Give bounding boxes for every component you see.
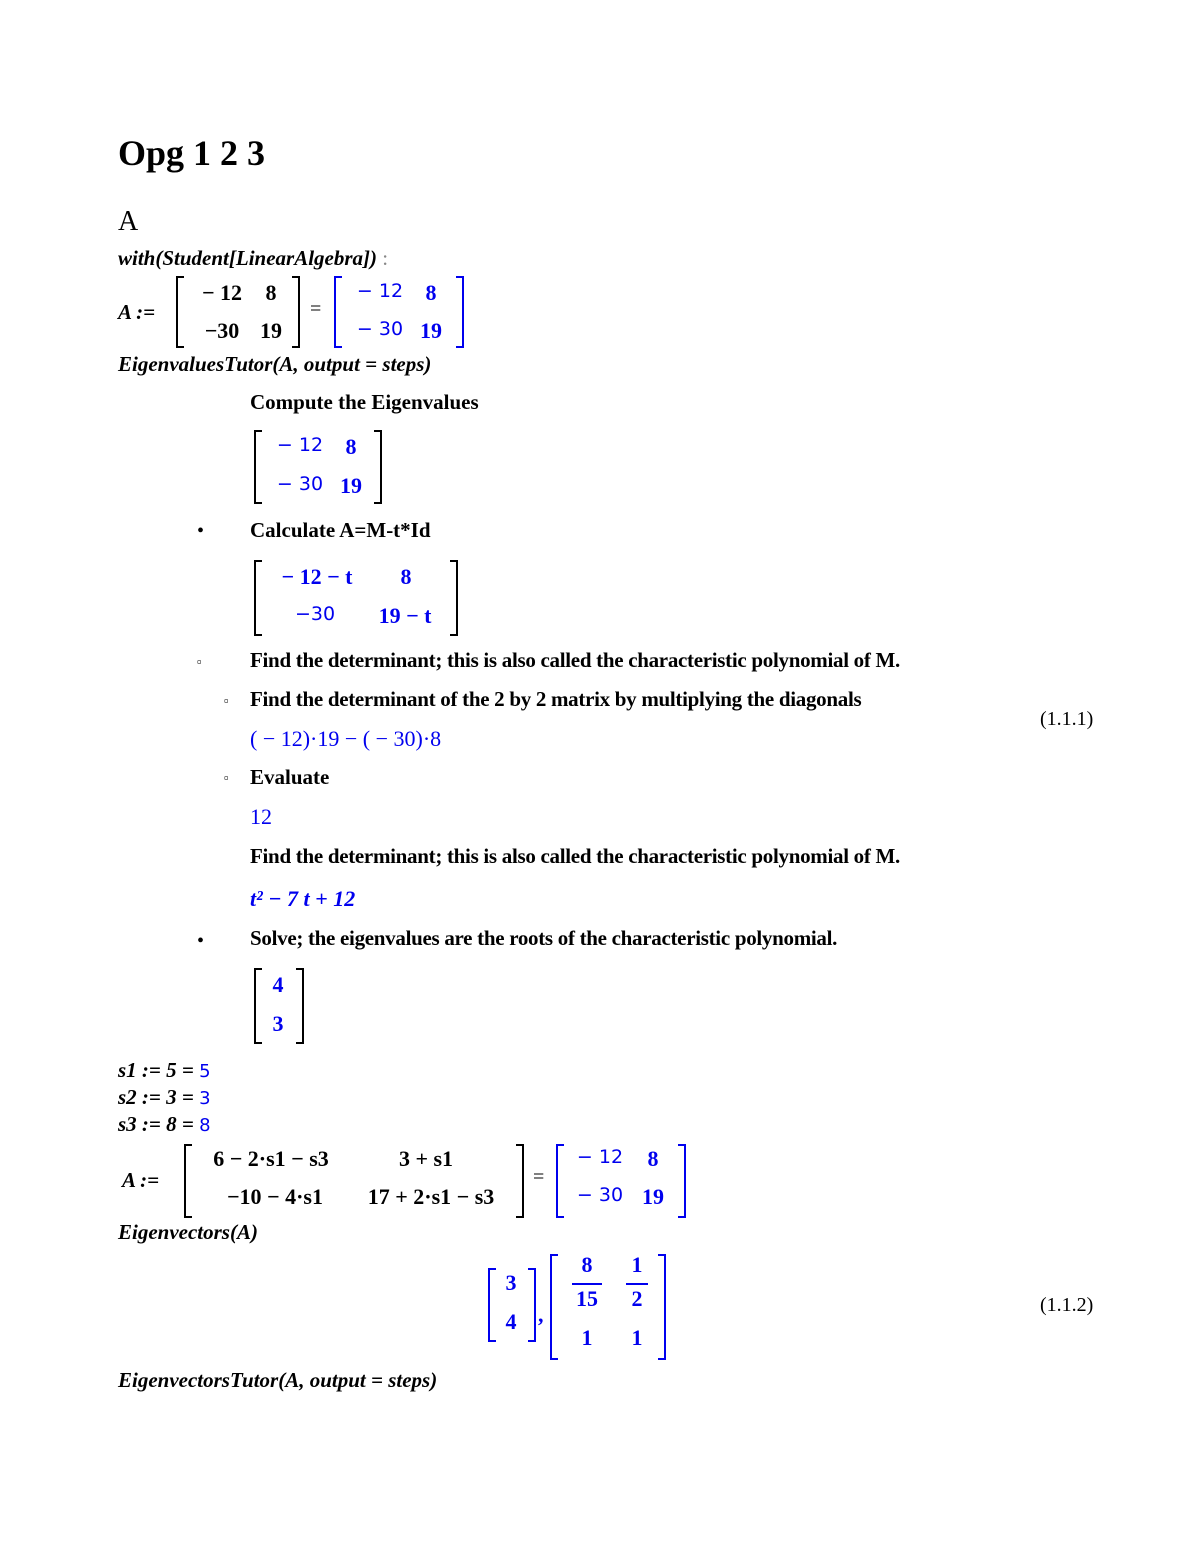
matrix-cell: −10 − 4·s1: [227, 1184, 323, 1209]
bracket-right: [678, 1144, 686, 1218]
bullet-icon: ▫: [224, 770, 229, 785]
step-title: Solve; the eigenvalues are the roots of the characteristic polynomial.: [250, 926, 838, 950]
with-command-suffix: :: [382, 246, 389, 270]
bracket-left: [184, 1144, 192, 1218]
comma: ,: [538, 1302, 544, 1327]
eigenvalues-tutor-command[interactable]: EigenvaluesTutor(A, output = steps): [118, 352, 432, 376]
matrix-cell: 4: [505, 1309, 517, 1334]
with-command[interactable]: [118, 246, 388, 271]
matrix-cell: 8: [265, 280, 277, 305]
bracket-left: [176, 276, 184, 348]
matrix-cell: 8: [400, 564, 412, 589]
matrix-cell: − 30: [276, 473, 324, 495]
equals-sign: =: [533, 1166, 545, 1188]
bullet-icon: •: [197, 930, 205, 952]
matrix-cell: 3 + s1: [398, 1146, 454, 1171]
fraction-numerator: 1: [631, 1252, 643, 1277]
equation-label: (1.1.1): [1040, 708, 1094, 730]
bracket-right: [528, 1268, 536, 1342]
matrix-cell: 19: [340, 473, 362, 498]
bullet-icon: •: [197, 520, 205, 542]
matrix-cell: 19: [420, 318, 442, 343]
evaluated-value: 12: [250, 804, 272, 829]
matrix-cell: 8: [647, 1146, 659, 1171]
matrix-cell: 1: [631, 1325, 643, 1350]
eigenvectors-command[interactable]: Eigenvectors(A): [118, 1220, 258, 1244]
matrix-cell: − 12: [201, 280, 243, 305]
matrix-cell: − 30: [356, 318, 404, 340]
fraction-bar: [626, 1283, 648, 1285]
page-title: Opg 1 2 3: [118, 133, 266, 173]
step-title: Compute the Eigenvalues: [250, 390, 479, 414]
matrix-cell: 1: [581, 1325, 593, 1350]
bracket-left: [556, 1144, 564, 1218]
s3-assignment[interactable]: s3 := 8 = 8: [118, 1112, 211, 1136]
matrix-cell: − 12: [576, 1146, 624, 1168]
matrix-cell: 8: [345, 434, 357, 459]
section-heading: A: [118, 206, 139, 237]
eigenvectors-tutor-command[interactable]: EigenvectorsTutor(A, output = steps): [118, 1368, 438, 1392]
matrix-cell: − 30: [576, 1184, 624, 1206]
matrix-cell: 3: [505, 1270, 517, 1295]
bracket-left: [254, 968, 262, 1044]
matrix-cell: 19 − t: [378, 603, 432, 628]
bracket-right: [296, 968, 304, 1044]
bracket-left: [334, 276, 342, 348]
bracket-left: [550, 1254, 558, 1360]
matrix-cell: 17 + 2·s1 − s3: [367, 1184, 495, 1209]
fraction-denominator: 2: [631, 1286, 643, 1311]
step-title: Find the determinant of the 2 by 2 matrix by multiplying the diagonals: [250, 687, 862, 711]
equals-sign: =: [310, 298, 322, 320]
bracket-right: [516, 1144, 524, 1218]
bracket-right: [658, 1254, 666, 1360]
with-command-text: with(Student[LinearAlgebra]): [118, 246, 378, 270]
matrix-cell: − 12: [356, 280, 404, 302]
bracket-left: [254, 430, 262, 504]
assign-a2-lhs: A :=: [122, 1168, 160, 1192]
matrix-cell: 3: [272, 1011, 284, 1036]
step-title: Evaluate: [250, 765, 330, 789]
bullet-icon: ▫: [224, 693, 229, 708]
matrix-cell: −30: [294, 603, 336, 625]
matrix-cell: 6 − 2·s1 − s3: [213, 1146, 329, 1171]
fraction-numerator: 8: [581, 1252, 593, 1277]
bracket-right: [292, 276, 300, 348]
bracket-left: [254, 560, 262, 636]
step-title: Find the determinant; this is also called the characteristic polynomial of M.: [250, 844, 900, 868]
determinant-expression: ( − 12)·19 − ( − 30)·8: [250, 726, 442, 751]
assign-a-lhs: A :=: [118, 300, 156, 324]
characteristic-polynomial: t² − 7 t + 12: [250, 886, 356, 911]
s2-assignment[interactable]: s2 := 3 = 3: [118, 1085, 211, 1109]
bracket-right: [374, 430, 382, 504]
bullet-icon: ▫: [197, 654, 202, 669]
matrix-cell: − 12: [276, 434, 324, 456]
matrix-cell: 8: [425, 280, 437, 305]
step-title: Find the determinant; this is also called the characteristic polynomial of M.: [250, 648, 900, 672]
bracket-right: [456, 276, 464, 348]
step-title: Calculate A=M-t*Id: [250, 518, 431, 542]
matrix-cell: 19: [642, 1184, 664, 1209]
fraction-bar: [572, 1283, 602, 1285]
matrix-cell: 4: [272, 972, 284, 997]
bracket-left: [488, 1268, 496, 1342]
matrix-cell: − 12 − t: [281, 564, 353, 589]
fraction-denominator: 15: [576, 1286, 598, 1311]
s1-assignment[interactable]: s1 := 5 = 5: [118, 1058, 211, 1082]
matrix-cell: −30: [204, 318, 240, 343]
equation-label: (1.1.2): [1040, 1294, 1094, 1316]
bracket-right: [450, 560, 458, 636]
matrix-cell: 19: [260, 318, 282, 343]
